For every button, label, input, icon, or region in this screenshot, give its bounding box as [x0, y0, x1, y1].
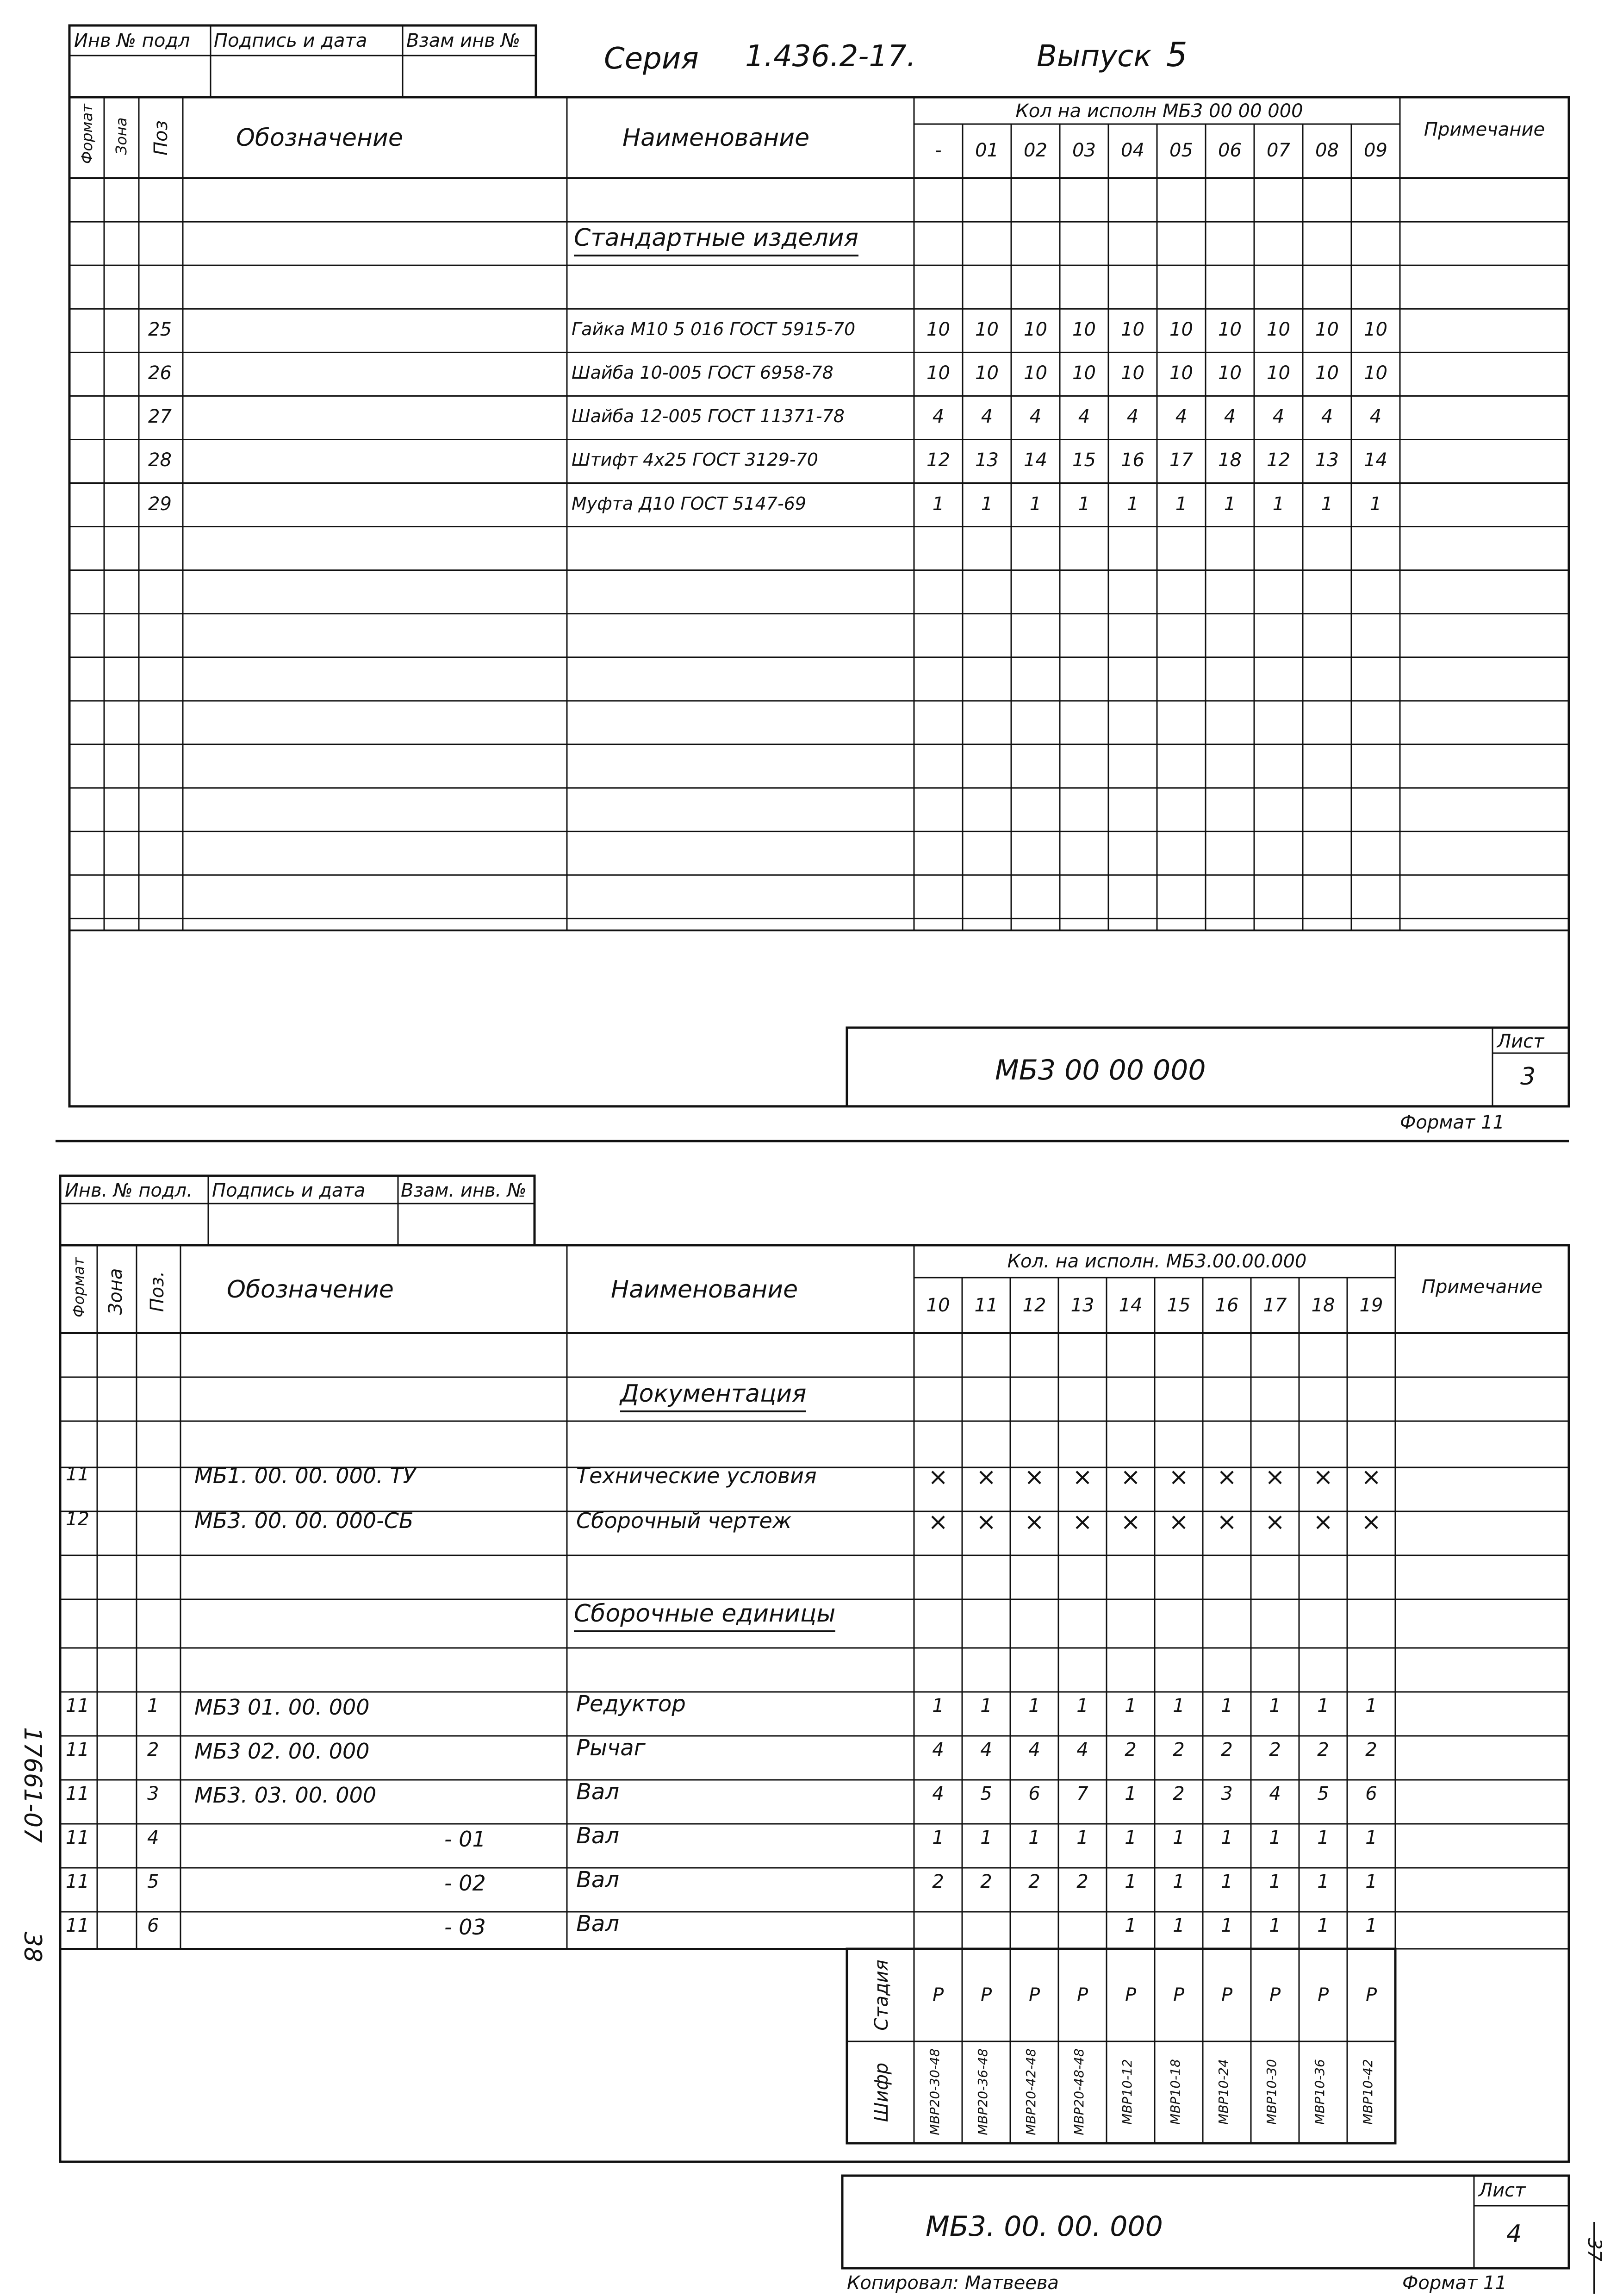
row-qty-cell: 1 [1076, 1827, 1088, 1848]
stage-value: Р [1125, 1984, 1137, 2006]
row-qty-cell: × [1265, 1508, 1285, 1536]
section-documentation [620, 1382, 806, 1406]
exec-col-header: 19 [1359, 1295, 1383, 1316]
row-qty-cell: 16 [1121, 449, 1144, 471]
stamp-header-sign-2: Подпись и дата [212, 1180, 366, 1201]
row-qty-cell: × [928, 1508, 948, 1536]
stage-value: Р [1028, 1984, 1040, 2006]
row-qty-cell: 1 [932, 1695, 944, 1716]
row-name: Шайба 12-005 ГОСТ 11371-78 [572, 406, 845, 427]
row-qty-cell: 1 [981, 493, 993, 515]
row-name: Вал [576, 1779, 620, 1805]
row-qty-cell: 14 [1364, 449, 1387, 471]
row-qty-cell: 4 [1028, 1739, 1040, 1760]
edge-mark: 37 [1584, 2238, 1605, 2262]
row-position: 2 [147, 1739, 159, 1760]
row-name: Сборочный чертеж [576, 1508, 792, 1533]
sheet-number-2: 4 [1506, 2220, 1522, 2248]
side-archive-number: 17661-07 [19, 1727, 46, 1843]
row-qty-cell: 18 [1218, 449, 1242, 471]
row-qty-cell: 1 [1173, 1871, 1185, 1892]
row-name: Муфта Д10 ГОСТ 5147-69 [572, 493, 807, 514]
exec-col-header: 05 [1169, 140, 1193, 161]
cipher-value: МВР10-30 [1264, 2059, 1279, 2125]
row-qty-cell: 13 [1315, 449, 1339, 471]
cipher-value: МВР20-30-48 [927, 2048, 942, 2135]
row-qty-cell: 1 [1173, 1695, 1185, 1716]
row-position: 4 [147, 1827, 159, 1848]
row-qty-cell: 1 [1125, 1783, 1137, 1804]
row-qty-cell: 17 [1169, 449, 1193, 471]
row-qty-cell: 1 [1175, 493, 1188, 515]
row-format: 11 [66, 1739, 89, 1760]
cipher-value: МВР20-48-48 [1071, 2048, 1087, 2135]
row-qty-cell: 1 [932, 1827, 944, 1848]
row-qty-cell: 10 [1364, 319, 1387, 341]
row-qty-cell: 5 [1317, 1783, 1329, 1804]
exec-col-header: 15 [1167, 1295, 1191, 1316]
col-designation-header-2: Обозначение [227, 1276, 394, 1304]
row-qty-cell: 1 [1126, 493, 1139, 515]
row-qty-cell: 10 [1315, 362, 1339, 384]
row-qty-cell: 1 [1028, 1695, 1040, 1716]
row-qty-cell: × [1217, 1463, 1237, 1491]
row-qty-cell: 5 [980, 1783, 992, 1804]
row-qty-cell: 4 [932, 406, 945, 428]
cipher-value: МВР20-36-48 [975, 2048, 990, 2135]
row-qty-cell: 1 [1317, 1915, 1329, 1936]
row-qty-cell: 10 [1364, 362, 1387, 384]
row-name: Вал [576, 1867, 620, 1893]
col-pos-header-2: Поз. [147, 1271, 168, 1312]
stage-value: Р [1173, 1984, 1185, 2006]
row-qty-cell: 10 [1267, 319, 1290, 341]
row-qty-cell: 10 [1121, 362, 1144, 384]
row-qty-cell: 1 [1221, 1915, 1233, 1936]
stage-value: Р [1076, 1984, 1088, 2006]
row-qty-cell: × [1024, 1463, 1045, 1491]
row-qty-cell: 4 [932, 1739, 944, 1760]
row-qty-cell: 1 [1221, 1871, 1233, 1892]
row-qty-cell: 4 [1321, 406, 1333, 428]
row-position: 3 [147, 1783, 159, 1804]
cipher-value: МВР10-42 [1360, 2059, 1375, 2125]
row-position: 1 [147, 1695, 159, 1716]
row-qty-cell: 1 [1269, 1915, 1281, 1936]
row-designation: МБ1. 00. 00. 000. ТУ [194, 1463, 416, 1488]
section-documentation-text: Документация [620, 1380, 806, 1412]
row-designation: - 01 [444, 1827, 486, 1852]
row-qty-cell: 6 [1365, 1783, 1377, 1804]
row-qty-cell: × [1072, 1463, 1093, 1491]
exec-col-header: - [935, 140, 942, 161]
row-qty-cell: 4 [1269, 1783, 1281, 1804]
cipher-value: МВР10-36 [1312, 2059, 1327, 2125]
col-name-header: Наименование [622, 124, 810, 152]
row-qty-cell: 1 [1173, 1827, 1185, 1848]
row-qty-cell: × [1313, 1463, 1333, 1491]
row-qty-cell: 1 [1269, 1871, 1281, 1892]
row-qty-cell: 10 [975, 319, 999, 341]
row-qty-cell: 10 [1072, 362, 1096, 384]
exec-col-header: 07 [1267, 140, 1290, 161]
section-standard-items-text: Стандартные изделия [574, 224, 858, 256]
row-position: 6 [147, 1915, 159, 1936]
row-qty-cell: 2 [1317, 1739, 1329, 1760]
col-qty-header: Кол на исполн МБ3 00 00 000 [1015, 100, 1303, 122]
row-qty-cell: 1 [1125, 1871, 1137, 1892]
row-qty-cell: 4 [932, 1783, 944, 1804]
row-qty-cell: × [1169, 1463, 1189, 1491]
row-format: 11 [66, 1783, 89, 1804]
row-qty-cell: 1 [1365, 1827, 1377, 1848]
row-qty-cell: 4 [1175, 406, 1188, 428]
row-designation: МБ3 02. 00. 000 [194, 1739, 370, 1764]
stamp-header-replace: Взам инв № [406, 30, 521, 51]
row-qty-cell: 1 [1365, 1871, 1377, 1892]
row-qty-cell: 2 [1365, 1739, 1377, 1760]
row-name: Вал [576, 1823, 620, 1849]
stage-value: Р [980, 1984, 992, 2006]
issue-value: 5 [1166, 35, 1188, 74]
col-zone-header-2: Зона [105, 1268, 126, 1315]
row-qty-cell: 10 [1121, 319, 1144, 341]
row-qty-cell: 4 [1078, 406, 1090, 428]
sheet-label-2: Лист [1479, 2180, 1526, 2201]
row-qty-cell: 1 [1369, 493, 1382, 515]
row-qty-cell: × [1361, 1508, 1381, 1536]
row-position: 28 [148, 449, 172, 471]
row-format: 11 [66, 1464, 89, 1485]
row-name: Рычаг [576, 1735, 646, 1761]
row-qty-cell: 1 [1317, 1827, 1329, 1848]
row-qty-cell: 1 [1221, 1695, 1233, 1716]
row-qty-cell: 10 [975, 362, 999, 384]
row-qty-cell: 10 [1315, 319, 1339, 341]
row-qty-cell: 1 [1125, 1827, 1137, 1848]
row-qty-cell: 1 [1173, 1915, 1185, 1936]
stamp-header-inv: Инв № подл [74, 30, 190, 51]
row-name: Технические условия [576, 1463, 817, 1488]
cipher-value: МВР10-24 [1216, 2059, 1231, 2125]
cipher-value: МВР10-18 [1168, 2059, 1183, 2125]
row-qty-cell: 1 [1221, 1827, 1233, 1848]
col-format-header-2: Формат [70, 1257, 87, 1317]
col-note-header-2: Примечание [1421, 1276, 1543, 1298]
row-qty-cell: 2 [1221, 1739, 1233, 1760]
row-qty-cell: 2 [1076, 1871, 1088, 1892]
exec-col-header: 09 [1364, 140, 1387, 161]
col-designation-header: Обозначение [236, 124, 403, 152]
col-qty-header-2: Кол. на исполн. МБ3.00.00.000 [1007, 1251, 1307, 1272]
cipher-label: Шифр [871, 2062, 892, 2122]
exec-col-header: 12 [1022, 1295, 1046, 1316]
row-qty-cell: 10 [1267, 362, 1290, 384]
row-qty-cell: 2 [1125, 1739, 1137, 1760]
col-pos-header: Поз [150, 120, 172, 156]
section-assembly-units-text: Сборочные единицы [574, 1600, 835, 1632]
exec-col-header: 03 [1072, 140, 1096, 161]
stage-value: Р [1269, 1984, 1281, 2006]
row-format: 11 [66, 1915, 89, 1936]
row-qty-cell: 12 [927, 449, 950, 471]
row-designation: - 03 [444, 1915, 486, 1940]
row-designation: МБ3 01. 00. 000 [194, 1695, 370, 1720]
row-qty-cell: 4 [1369, 406, 1382, 428]
row-qty-cell: 1 [1125, 1915, 1137, 1936]
row-qty-cell: 2 [980, 1871, 992, 1892]
row-designation: - 02 [444, 1871, 486, 1896]
issue-label: Выпуск [1037, 39, 1151, 74]
exec-col-header: 16 [1215, 1295, 1239, 1316]
row-qty-cell: 4 [1272, 406, 1285, 428]
stamp-header-sign: Подпись и дата [214, 30, 367, 51]
exec-col-header: 04 [1121, 140, 1144, 161]
row-qty-cell: × [1120, 1508, 1141, 1536]
series-value: 1.436.2-17. [745, 39, 916, 74]
sheet-label-1: Лист [1497, 1031, 1544, 1052]
row-format: 11 [66, 1695, 89, 1716]
row-position: 25 [148, 319, 172, 341]
row-position: 27 [148, 406, 172, 428]
row-qty-cell: 2 [932, 1871, 944, 1892]
stage-value: Р [932, 1984, 944, 2006]
col-note-header: Примечание [1424, 119, 1545, 140]
row-qty-cell: 1 [1029, 493, 1042, 515]
row-qty-cell: × [1072, 1508, 1093, 1536]
stage-label: Стадия [871, 1959, 892, 2031]
row-qty-cell: 4 [981, 406, 993, 428]
col-name-header-2: Наименование [611, 1276, 798, 1304]
row-designation: МБ3. 00. 00. 000-СБ [194, 1508, 414, 1533]
row-qty-cell: 1 [1317, 1871, 1329, 1892]
row-qty-cell: 1 [1125, 1695, 1137, 1716]
row-position: 26 [148, 362, 172, 384]
row-qty-cell: 2 [1028, 1871, 1040, 1892]
stage-value: Р [1317, 1984, 1329, 2006]
page-number: 38 [19, 1931, 46, 1963]
cipher-value: МВР10-12 [1119, 2059, 1135, 2125]
doc-code-sheet-1: МБ3 00 00 000 [995, 1054, 1206, 1086]
exec-col-header: 18 [1311, 1295, 1335, 1316]
row-qty-cell: × [1169, 1508, 1189, 1536]
cipher-value: МВР20-42-48 [1023, 2048, 1038, 2135]
row-position: 5 [147, 1871, 159, 1892]
doc-code-sheet-2: МБ3. 00. 00. 000 [926, 2210, 1163, 2243]
exec-col-header: 06 [1218, 140, 1242, 161]
row-qty-cell: 1 [1269, 1827, 1281, 1848]
row-qty-cell: 10 [1024, 319, 1047, 341]
row-name: Вал [576, 1911, 620, 1937]
row-qty-cell: × [1217, 1508, 1237, 1536]
format-note-2: Формат 11 [1402, 2272, 1507, 2294]
row-qty-cell: × [1120, 1463, 1141, 1491]
row-qty-cell: 10 [1169, 319, 1193, 341]
row-qty-cell: 1 [1365, 1695, 1377, 1716]
col-format-header: Формат [78, 104, 96, 164]
row-qty-cell: 13 [975, 449, 999, 471]
row-qty-cell: 1 [1317, 1695, 1329, 1716]
row-qty-cell: × [1361, 1463, 1381, 1491]
row-qty-cell: 4 [1126, 406, 1139, 428]
row-qty-cell: 10 [1169, 362, 1193, 384]
row-qty-cell: 10 [1072, 319, 1096, 341]
row-qty-cell: 1 [1028, 1827, 1040, 1848]
row-qty-cell: 2 [1173, 1739, 1185, 1760]
exec-col-header: 01 [975, 140, 999, 161]
exec-col-header: 08 [1315, 140, 1339, 161]
col-zone-header: Зона [112, 117, 130, 155]
stage-value: Р [1365, 1984, 1377, 2006]
row-qty-cell: 14 [1024, 449, 1047, 471]
stamp-header-inv-2: Инв. № подл. [65, 1180, 193, 1201]
row-qty-cell: × [1265, 1463, 1285, 1491]
row-qty-cell: 1 [1365, 1915, 1377, 1936]
row-qty-cell: × [928, 1463, 948, 1491]
row-qty-cell: 4 [1029, 406, 1042, 428]
row-qty-cell: × [1024, 1508, 1045, 1536]
row-qty-cell: 1 [1076, 1695, 1088, 1716]
row-qty-cell: 1 [932, 493, 945, 515]
row-format: 12 [66, 1509, 89, 1530]
row-qty-cell: 1 [1224, 493, 1236, 515]
exec-col-header: 14 [1119, 1295, 1143, 1316]
row-qty-cell: 1 [1078, 493, 1090, 515]
stage-value: Р [1221, 1984, 1233, 2006]
row-name: Штифт 4х25 ГОСТ 3129-70 [572, 449, 818, 470]
stamp-header-replace-2: Взам. инв. № [401, 1180, 527, 1201]
section-standard-items [574, 226, 858, 250]
row-qty-cell: 12 [1267, 449, 1290, 471]
exec-col-header: 02 [1024, 140, 1047, 161]
row-qty-cell: 1 [1269, 1695, 1281, 1716]
row-name: Редуктор [576, 1691, 686, 1717]
row-qty-cell: × [1313, 1508, 1333, 1536]
row-qty-cell: 2 [1173, 1783, 1185, 1804]
row-qty-cell: 10 [1218, 362, 1242, 384]
row-qty-cell: 10 [927, 362, 950, 384]
row-name: Гайка М10 5 016 ГОСТ 5915-70 [572, 319, 856, 340]
row-qty-cell: 1 [980, 1827, 992, 1848]
row-qty-cell: 7 [1076, 1783, 1088, 1804]
row-qty-cell: 3 [1221, 1783, 1233, 1804]
exec-col-header: 13 [1070, 1295, 1094, 1316]
row-format: 11 [66, 1827, 89, 1848]
row-qty-cell: 1 [1272, 493, 1285, 515]
exec-col-header: 10 [926, 1295, 950, 1316]
row-qty-cell: 6 [1028, 1783, 1040, 1804]
row-position: 29 [148, 493, 172, 515]
copied-by: Копировал: Матвеева [847, 2272, 1059, 2294]
row-qty-cell: 4 [1224, 406, 1236, 428]
row-designation: МБ3. 03. 00. 000 [194, 1783, 377, 1808]
row-qty-cell: 1 [1321, 493, 1333, 515]
row-qty-cell: × [976, 1508, 996, 1536]
section-assembly-units [574, 1602, 835, 1626]
row-qty-cell: 15 [1072, 449, 1096, 471]
row-name: Шайба 10-005 ГОСТ 6958-78 [572, 362, 833, 383]
row-qty-cell: 10 [1218, 319, 1242, 341]
row-qty-cell: 4 [1076, 1739, 1088, 1760]
row-qty-cell: 4 [980, 1739, 992, 1760]
series-label: Серия [604, 42, 699, 76]
exec-col-header: 17 [1263, 1295, 1287, 1316]
exec-col-header: 11 [974, 1295, 998, 1316]
row-qty-cell: 2 [1269, 1739, 1281, 1760]
sheet-number-1: 3 [1520, 1063, 1536, 1091]
row-qty-cell: 1 [980, 1695, 992, 1716]
row-qty-cell: 10 [1024, 362, 1047, 384]
row-qty-cell: × [976, 1463, 996, 1491]
format-note-1: Формат 11 [1400, 1112, 1505, 1133]
row-qty-cell: 10 [927, 319, 950, 341]
row-format: 11 [66, 1871, 89, 1892]
